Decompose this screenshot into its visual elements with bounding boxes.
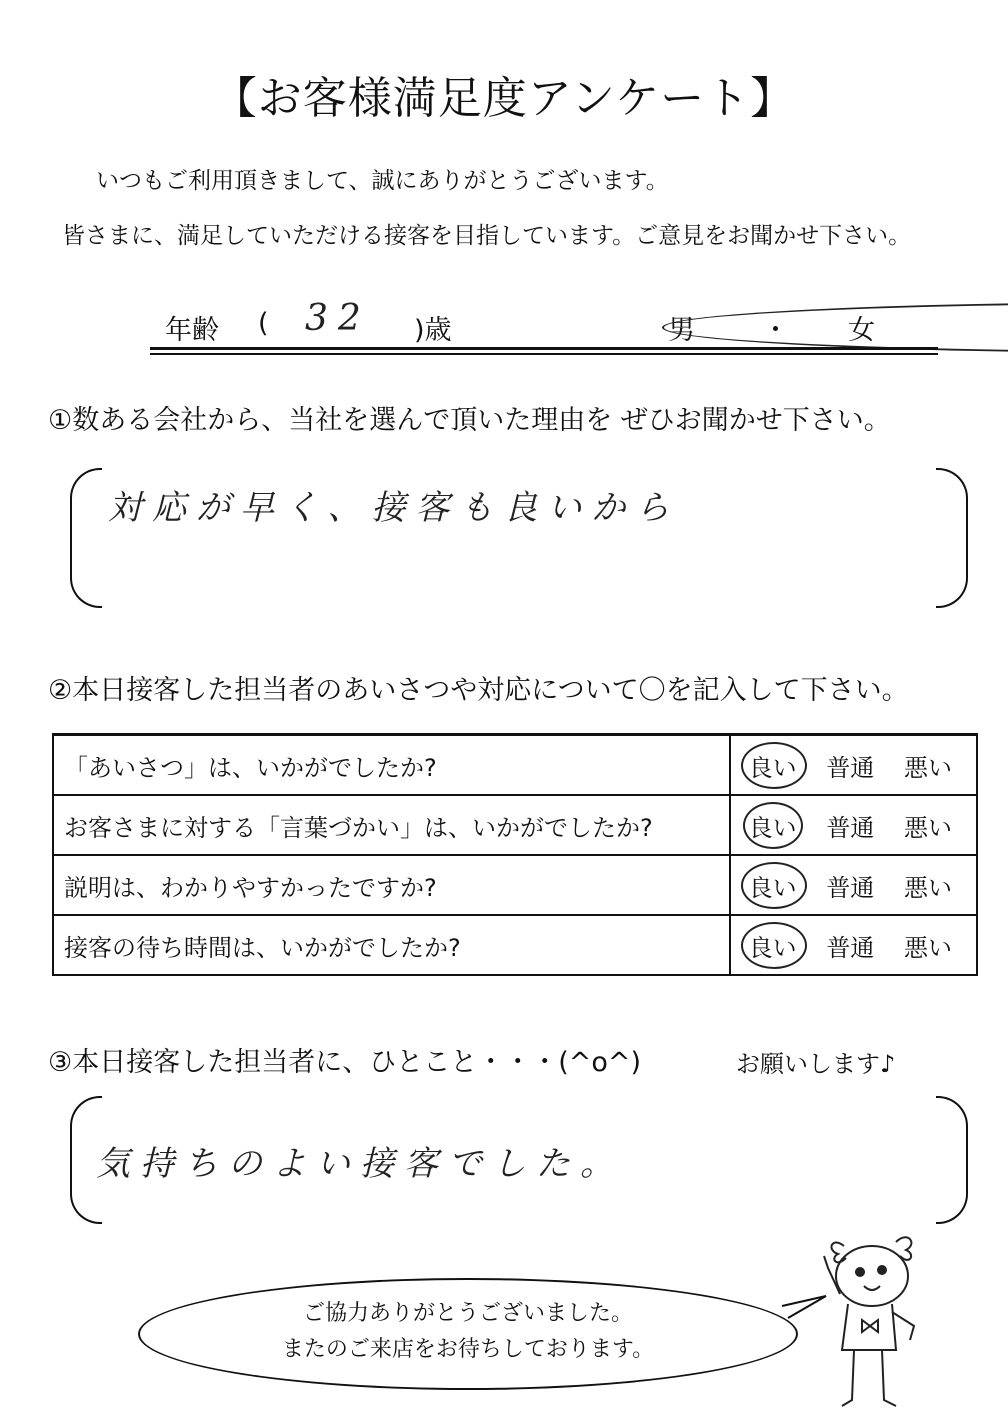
option-good[interactable]: 良い [749, 868, 797, 903]
rating-table [52, 733, 978, 976]
q1-heading: ①数ある会社から、当社を選んで頂いた理由を ぜひお聞かせ下さい。 [48, 405, 891, 436]
option-normal[interactable]: 普通 [826, 813, 875, 842]
q3-bracket-right [936, 1096, 968, 1224]
gender-female[interactable]: 女 [848, 315, 875, 346]
closing-line-1: ご協力ありがとうございました。 [302, 1301, 633, 1326]
age-open-paren: ( [258, 308, 269, 339]
rating-row [53, 915, 977, 975]
q3-answer[interactable]: 気持ちのよい接客でした。 [96, 1144, 624, 1184]
age-suffix: )歳 [414, 315, 452, 346]
option-normal[interactable]: 普通 [826, 873, 875, 902]
speech-bubble [138, 1278, 798, 1390]
option-good[interactable]: 良い [749, 928, 797, 963]
rating-question: 説明は、わかりやすかったですか? [53, 855, 730, 915]
option-bad[interactable]: 悪い [903, 873, 952, 902]
option-good[interactable]: 良い [749, 748, 797, 783]
q3-heading: ③本日接客した担当者に、ひとこと・・・(^o^) [48, 1047, 642, 1078]
rating-question: 「あいさつ」は、いかがでしたか? [53, 735, 730, 796]
rating-question: 接客の待ち時間は、いかがでしたか? [53, 915, 730, 975]
page-title: 【お客様満足度アンケート】 [212, 73, 796, 124]
rating-row [53, 795, 977, 855]
age-value[interactable]: 32 [305, 298, 371, 339]
divider-line [150, 347, 938, 355]
option-normal[interactable]: 普通 [826, 933, 875, 962]
age-label: 年齢 [165, 315, 219, 346]
q1-answer[interactable]: 対応が早く、接客も良いから [108, 488, 680, 528]
option-bad[interactable]: 悪い [903, 813, 952, 842]
q2-heading: ②本日接客した担当者のあいさつや対応について〇を記入して下さい。 [48, 675, 909, 706]
option-good[interactable]: 良い [749, 808, 797, 843]
option-normal[interactable]: 普通 [826, 753, 875, 782]
q3-request: お願いします♪ [736, 1050, 896, 1078]
rating-row [53, 735, 977, 796]
q1-bracket-left [70, 468, 102, 608]
gender-separator: ・ [762, 315, 789, 346]
rating-row [53, 855, 977, 915]
closing-line-2: またのご来店をお待ちしております。 [281, 1337, 655, 1362]
mascot-character-icon [818, 1228, 948, 1418]
intro-line-1: いつもご利用頂きまして、誠にありがとうございます。 [96, 168, 669, 194]
gender-male[interactable]: 男 [668, 308, 1008, 347]
rating-question: お客さまに対する「言葉づかい」は、いかがでしたか? [53, 795, 730, 855]
q1-bracket-right [936, 468, 968, 608]
option-bad[interactable]: 悪い [903, 753, 952, 782]
intro-line-2: 皆さまに、満足していただける接客を目指しています。ご意見をお聞かせ下さい。 [62, 223, 912, 249]
option-bad[interactable]: 悪い [903, 933, 952, 962]
